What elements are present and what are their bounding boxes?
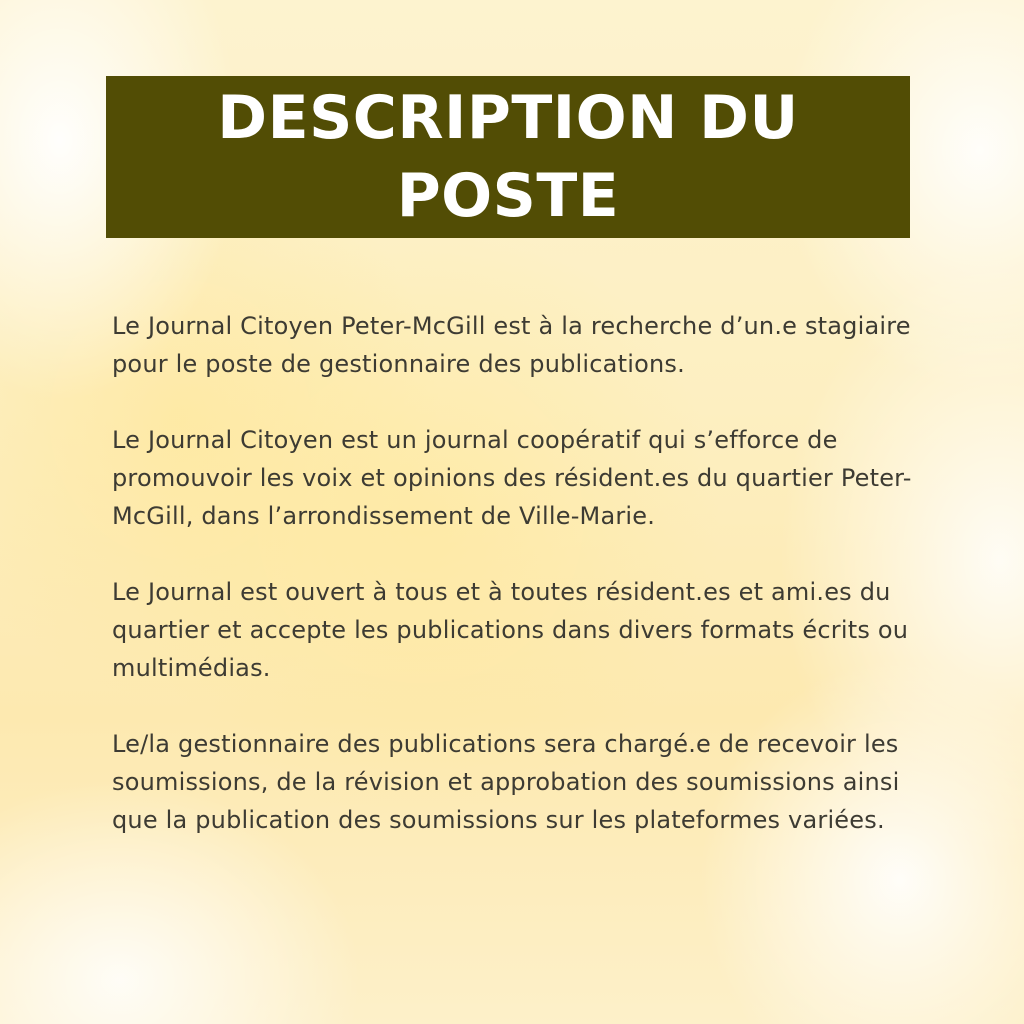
title-banner: [106, 76, 910, 238]
paragraph-about-journal: Le Journal Citoyen est un journal coopératif qui s’efforce de promouvoir les voix et opinions des résident.es du quartier Peter-McGill, dans l’arrondissement de Ville-Marie.: [112, 426, 912, 530]
page-title: DESCRIPTION DU POSTE: [217, 83, 799, 231]
paragraph-openness: Le Journal est ouvert à tous et à toutes résident.es et ami.es du quartier et accepte les publications dans divers formats écrits ou multimédias.: [112, 578, 909, 682]
paragraph-responsibilities: Le/la gestionnaire des publications sera chargé.e de recevoir les soumissions, de la révision et approbation des soumissions ainsi que la publication des soumissions sur les plateformes variées.: [112, 730, 900, 834]
job-description: [112, 307, 912, 839]
paragraph-intro: Le Journal Citoyen Peter-McGill est à la recherche d’un.e stagiaire pour le poste de gestionnaire des publications.: [112, 312, 911, 378]
